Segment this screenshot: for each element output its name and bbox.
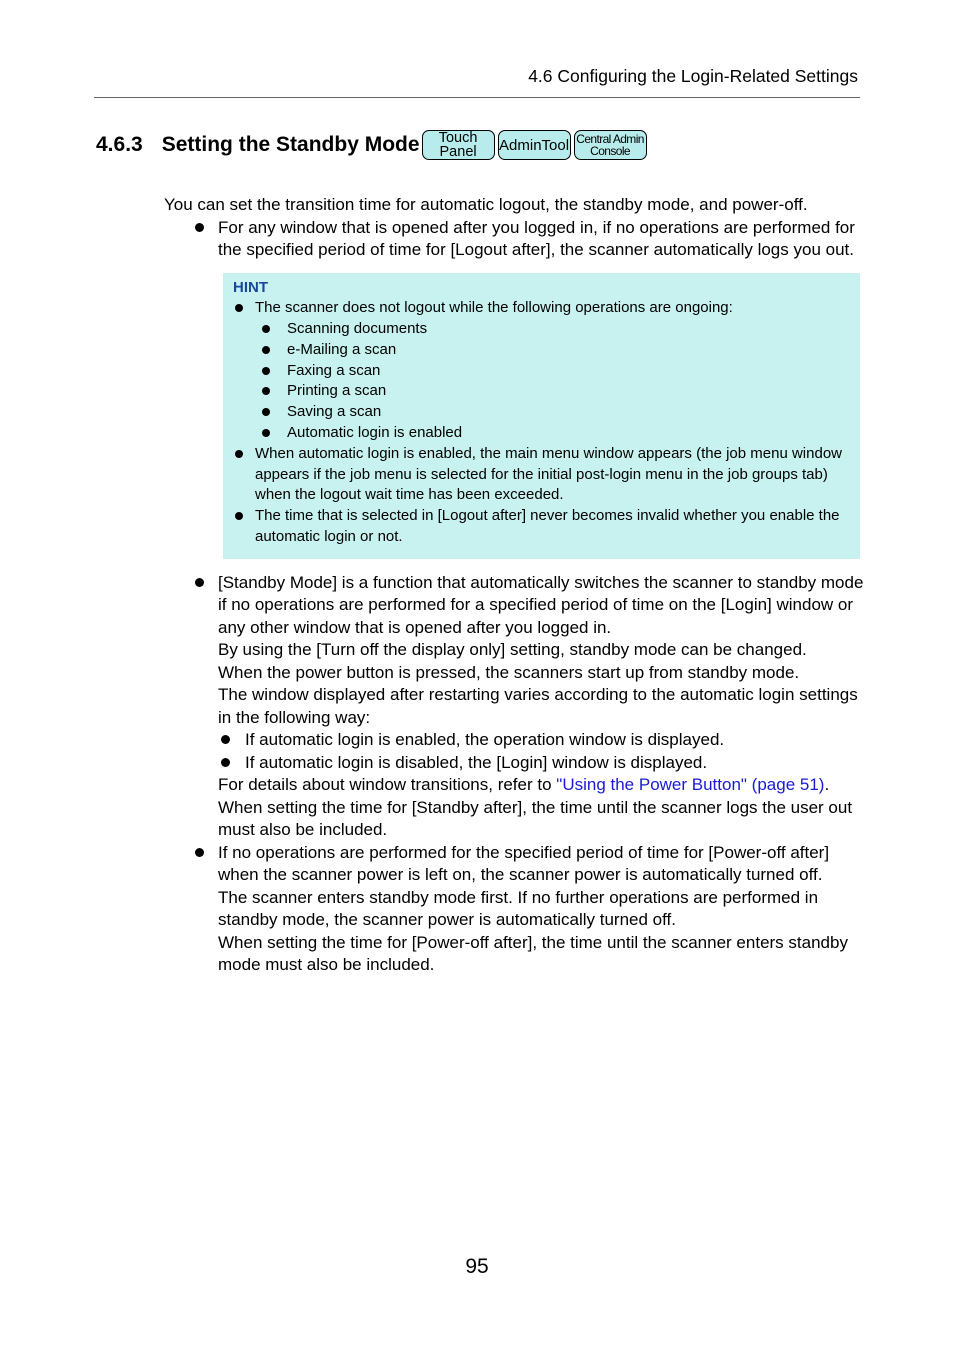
bullet-dot-icon	[235, 512, 243, 520]
bullet-dot-icon	[235, 304, 243, 312]
bullet-dot-icon	[262, 346, 270, 354]
bullet-dot-icon	[221, 758, 230, 767]
bullet-dot-icon	[262, 429, 270, 437]
list-item: If automatic login is enabled, the operation window is displayed.	[218, 729, 864, 752]
bullet-dot-icon	[235, 450, 243, 458]
hint-operations-list	[255, 319, 850, 444]
running-header: 4.6 Configuring the Login-Related Settings	[528, 66, 858, 86]
bullet-dot-icon	[195, 848, 204, 857]
hint-item-text: The time that is selected in [Logout after] never becomes invalid whether you enable the automatic login or not.	[255, 507, 840, 546]
poweroff-paragraph: When setting the time for [Power-off after], the time until the scanner enters standby mode must also be included.	[218, 932, 848, 975]
bullet-dot-icon	[195, 578, 204, 587]
list-item	[164, 217, 864, 262]
list-item: Faxing a scan	[255, 361, 850, 382]
hint-box	[223, 273, 860, 559]
bullet-dot-icon	[262, 367, 270, 375]
hint-item-text: When automatic login is enabled, the main menu window appears (the job menu window appears if the job menu is selected for the initial post-login menu in the job groups tab) when the logout wait time has been exceeded.	[255, 444, 842, 504]
central-admin-console-badge: Central Admin Console	[574, 130, 647, 160]
list-item: e-Mailing a scan	[255, 340, 850, 361]
main-bullet-list-continued	[164, 572, 864, 977]
section-title: Setting the Standby Mode	[161, 133, 420, 156]
power-button-link[interactable]: "Using the Power Button" (page 51)	[556, 775, 825, 795]
main-bullet-list	[164, 217, 864, 262]
list-item: Scanning documents	[255, 319, 850, 340]
poweroff-paragraph: If no operations are performed for the specified period of time for [Power-off after] when the scanner power is left on, the scanner power is automatically turned off.	[218, 842, 830, 885]
standby-paragraph: When the power button is pressed, the scanners start up from standby mode.	[218, 662, 800, 682]
list-item	[164, 572, 864, 842]
list-item: Printing a scan	[255, 381, 850, 402]
standby-paragraph: By using the [Turn off the display only] setting, standby mode can be changed.	[218, 640, 807, 660]
list-item: Saving a scan	[255, 402, 850, 423]
bullet-dot-icon	[262, 408, 270, 416]
touch-panel-badge: Touch Panel	[422, 130, 495, 160]
standby-paragraph: [Standby Mode] is a function that automatically switches the scanner to standby mode if no operations are performed for a specified period of time on the [Login] window or any other window that is opened after you logged in.	[218, 572, 864, 637]
section-heading	[96, 130, 647, 160]
logout-bullet-text: For any window that is opened after you logged in, if no operations are performed for the specified period of time for [Logout after], the scanner automatically logs you out.	[218, 217, 855, 259]
hint-title: HINT	[233, 278, 268, 296]
admin-tool-badge: AdminTool	[498, 130, 571, 160]
list-item	[233, 506, 850, 548]
list-item: Automatic login is enabled	[255, 423, 850, 444]
hint-list	[233, 298, 850, 548]
bullet-dot-icon	[262, 325, 270, 333]
poweroff-paragraph: The scanner enters standby mode first. If no further operations are performed in standby mode, the scanner power is automatically turned off.	[218, 887, 819, 930]
bullet-dot-icon	[262, 387, 270, 395]
list-item	[233, 298, 850, 444]
standby-paragraph: When setting the time for [Standby after], the time until the scanner logs the user out must also be included.	[218, 797, 853, 840]
intro-paragraph: You can set the transition time for automatic logout, the standby mode, and power-off.	[164, 195, 808, 214]
bullet-dot-icon	[195, 223, 204, 232]
standby-paragraph: For details about window transitions, refer to "Using the Power Button" (page 51).	[218, 775, 830, 795]
autologin-list	[218, 729, 864, 774]
hint-item-text: The scanner does not logout while the following operations are ongoing:	[255, 299, 733, 317]
standby-paragraph: The window displayed after restarting varies according to the automatic login settings in the following way:	[218, 685, 858, 727]
section-number: 4.6.3	[96, 133, 143, 156]
header-divider	[94, 97, 860, 98]
page-number: 95	[465, 1255, 489, 1278]
bullet-dot-icon	[221, 735, 230, 744]
list-item: If automatic login is disabled, the [Login] window is displayed.	[218, 752, 864, 775]
list-item	[233, 444, 850, 506]
body-content	[164, 194, 864, 977]
list-item	[164, 842, 864, 977]
